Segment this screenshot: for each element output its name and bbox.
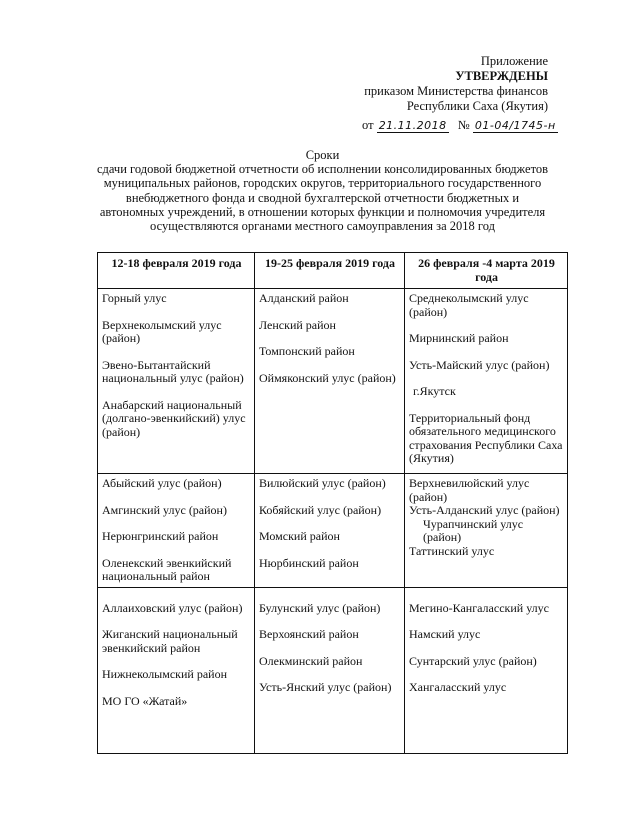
district-name: Сунтарский улус (район)	[409, 653, 537, 668]
title-body: сдачи годовой бюджетной отчетности об исполнении консолидированных бюджетов муниципальных районов, городских округов, территориального государственного внебюджетного фонда и сводной бухгалтерской отчетности бюджетных и автономных учреждений, в отношении которых функции и полномочия учредителя осуществляются органами местного самоуправления за 2018 год	[96, 162, 549, 234]
district-name: Нюрбинский район	[259, 555, 359, 570]
district-name: Чурапчинский улус (район)	[423, 516, 524, 544]
district-name: Усть-Янский улус (район)	[259, 680, 392, 694]
table-row	[98, 474, 568, 588]
district-name: Мегино-Кангаласский улус	[409, 600, 549, 615]
district-name: Оймяконский улус (район)	[259, 370, 396, 385]
title-heading: Сроки	[305, 148, 340, 162]
schedule-table	[97, 252, 568, 754]
table-cell	[405, 474, 568, 588]
district-name: Территориальный фонд обязательного медицинского страхования Республики Саха (Якутия)	[409, 410, 563, 465]
table-cell	[405, 587, 568, 753]
district-name: Ленский район	[259, 317, 336, 332]
district-name: Намский улус	[409, 627, 481, 641]
table-row	[98, 587, 568, 753]
district-name: Нижнеколымский район	[102, 667, 228, 681]
table-cell	[405, 289, 568, 474]
number-label: №	[457, 118, 470, 132]
district-name: Мирнинский район	[409, 331, 509, 345]
header-republic: Республики Саха (Якутия)	[406, 99, 548, 113]
table-cell	[255, 474, 405, 588]
approval-header	[364, 54, 548, 114]
document-title	[95, 148, 550, 233]
district-name: Алданский район	[259, 291, 349, 305]
order-date-number	[362, 118, 558, 133]
table-cell	[98, 289, 255, 474]
district-name: Усть-Алданский улус (район)	[409, 503, 560, 517]
table-cell	[98, 474, 255, 588]
district-name: Момский район	[259, 529, 340, 543]
district-name: г.Якутск	[413, 384, 456, 398]
column-header: 26 февраля -4 марта 2019 года	[405, 253, 568, 289]
district-name: Анабарский национальный (долгано-эвенкийский) улус (район)	[102, 397, 246, 439]
district-name: Аллаиховский улус (район)	[102, 600, 243, 615]
district-name: Олекминский район	[259, 653, 363, 668]
column-header: 12-18 февраля 2019 года	[98, 253, 255, 289]
district-name: Горный улус	[102, 291, 167, 305]
district-name: Усть-Майский улус (район)	[409, 357, 550, 372]
district-name: Оленекский эвенкийский национальный район	[102, 555, 232, 583]
district-name: Верхоянский район	[259, 627, 359, 641]
district-name: Амгинский улус (район)	[102, 502, 227, 517]
district-name: Эвено-Бытантайский национальный улус (район)	[102, 357, 244, 385]
district-name: Жиганский национальный эвенкийский район	[102, 627, 238, 655]
table-cell	[98, 587, 255, 753]
order-number: 01-04/1745-н	[474, 119, 556, 132]
district-name: Нерюнгринский район	[102, 529, 219, 543]
from-label: от	[362, 118, 374, 132]
district-name: Верхневилюйский улус (район)	[409, 476, 530, 504]
header-approved: УТВЕРЖДЕНЫ	[455, 69, 548, 83]
district-name: Булунский улус (район)	[259, 600, 381, 615]
district-name: Вилюйский улус (район)	[259, 476, 386, 490]
district-name: Абыйский улус (район)	[102, 476, 222, 490]
district-name: Томпонский район	[259, 344, 355, 358]
district-name: Среднеколымский улус (район)	[409, 291, 529, 319]
header-appendix: Приложение	[480, 54, 548, 68]
order-date: 21.11.2018	[378, 119, 447, 132]
district-name: Кобяйский улус (район)	[259, 502, 382, 517]
table-cell	[255, 587, 405, 753]
header-order: приказом Министерства финансов	[364, 84, 548, 98]
district-name: Хангаласский улус	[409, 680, 507, 694]
table-row	[98, 289, 568, 474]
district-name: МО ГО «Жатай»	[102, 693, 188, 708]
district-name: Таттинский улус	[409, 543, 495, 558]
district-name: Верхнеколымский улус (район)	[102, 317, 222, 345]
column-header: 19-25 февраля 2019 года	[255, 253, 405, 289]
table-header-row	[98, 253, 568, 289]
table-cell	[255, 289, 405, 474]
